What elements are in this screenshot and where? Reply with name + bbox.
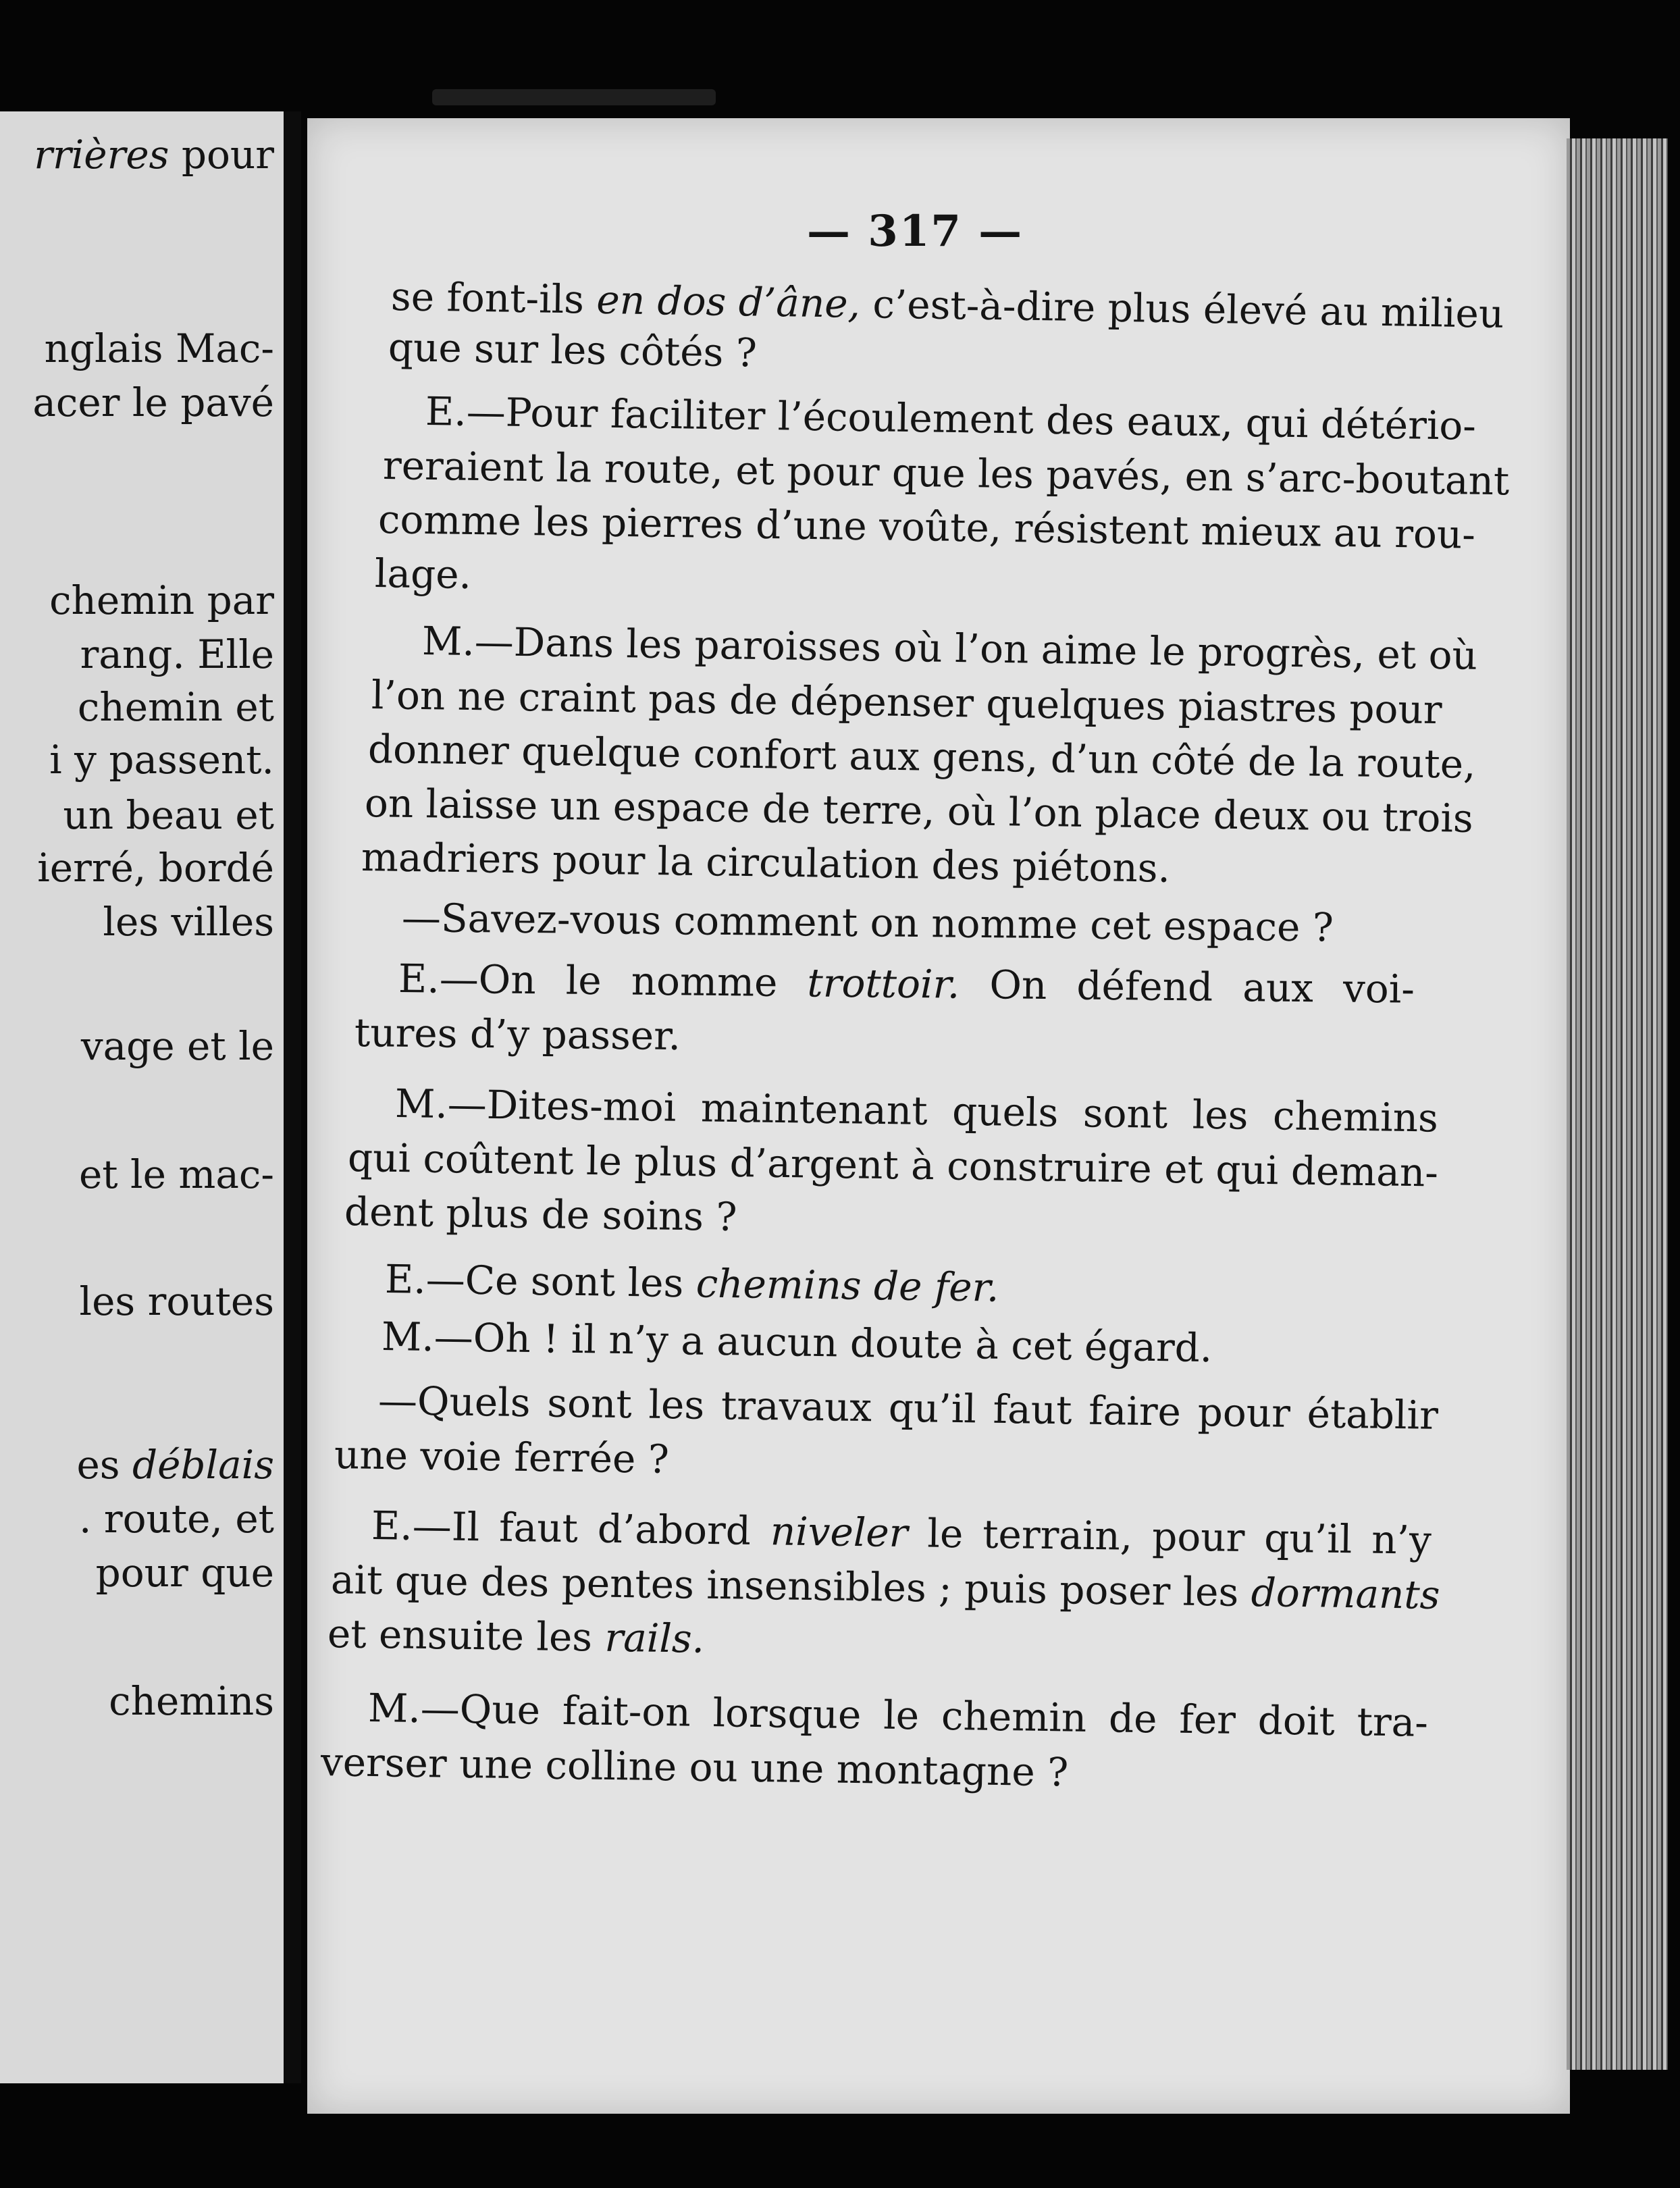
fragment-text: les routes: [79, 1278, 274, 1324]
line-text: E.—On le nomme: [398, 956, 808, 1006]
italic-text: dormants: [1251, 1569, 1440, 1618]
line-text: M.—Dites-moi maintenant quels sont les chemins: [394, 1080, 1439, 1141]
scan-artifact-strip: [432, 89, 716, 105]
line-text: qui coûtent le plus d’argent à construire et qui deman-: [347, 1135, 1439, 1196]
text-line: [371, 672, 1442, 733]
left-page-text-fragment: [95, 1550, 274, 1596]
text-line: [382, 442, 1510, 504]
line-text: l’on ne craint pas de dépenser quelques piastres pour: [371, 672, 1442, 733]
fragment-text: chemins: [109, 1678, 274, 1724]
line-text: reraient la route, et pour que les pavés, en s’arc-boutant: [382, 442, 1510, 504]
left-page-text-fragment: [32, 380, 274, 425]
text-line: [320, 1739, 1069, 1796]
fragment-text: et le mac-: [78, 1151, 274, 1197]
line-text: on laisse un espace de terre, où l’on place deux ou trois: [364, 780, 1474, 841]
fragment-text: pour: [169, 132, 274, 178]
line-text: dent plus de soins ?: [344, 1189, 737, 1241]
line-text: et ensuite les: [327, 1611, 605, 1661]
text-line: [381, 1313, 1213, 1372]
text-line: [344, 1189, 737, 1241]
fragment-text: i y passent.: [49, 737, 274, 783]
text-line: [361, 834, 1171, 891]
fragment-text: chemin et: [77, 684, 274, 730]
line-text: que sur les côtés ?: [388, 324, 758, 376]
line-text: ait que des pentes insensibles ; puis poser les: [330, 1557, 1252, 1616]
fragment-text: rang. Elle: [80, 631, 274, 677]
text-line: [390, 274, 1504, 337]
text-line: [354, 1010, 681, 1060]
text-line: [377, 496, 1476, 558]
left-page-text-fragment: [109, 1678, 274, 1724]
fragment-text: nglais Mac-: [44, 325, 274, 371]
line-text: On défend aux voi-: [959, 961, 1415, 1012]
line-text: M.—Dans les paroisses où l’on aime le progrès, et où: [421, 618, 1478, 679]
left-page-text-fragment: [49, 737, 274, 783]
fragment-italic-text: rrières: [34, 132, 169, 178]
text-line: [384, 1256, 999, 1311]
fragment-text: chemin par: [49, 577, 274, 623]
text-line: [367, 1685, 1429, 1746]
text-line: [421, 618, 1478, 679]
line-text: une voie ferrée ?: [334, 1432, 670, 1482]
fragment-text: acer le pavé: [32, 380, 274, 425]
line-text: madriers pour la circulation des piétons.: [361, 834, 1171, 891]
text-line: [330, 1557, 1440, 1618]
italic-text: rails.: [604, 1614, 705, 1662]
line-text: le terrain, pour qu’il n’y: [907, 1510, 1432, 1563]
left-page-text-fragment: [76, 1442, 274, 1488]
italic-text: chemins de fer.: [695, 1260, 999, 1311]
left-page-text-fragment: [79, 1278, 274, 1324]
fragment-text: pour que: [95, 1550, 274, 1596]
left-page-text-fragment: [103, 899, 274, 945]
line-text: E.—Pour faciliter l’écoulement des eaux, qui détério-: [425, 388, 1477, 449]
line-text: E.—Ce sont les: [384, 1256, 697, 1307]
left-page-text-fragment: [77, 684, 274, 730]
line-text: comme les pierres d’une voûte, résistent mieux au rou-: [377, 496, 1476, 558]
left-page-text-fragment: [37, 845, 274, 891]
fragment-text: vage et le: [80, 1023, 274, 1069]
fragment-text: es: [76, 1442, 132, 1488]
line-text: donner quelque confort aux gens, d’un côté de la route,: [367, 726, 1477, 787]
text-line: [377, 1378, 1439, 1438]
line-text: se font-ils: [390, 274, 597, 323]
italic-text: en dos d’âne,: [596, 276, 861, 327]
line-text: —Savez-vous comment on nomme cet espace ?: [401, 895, 1334, 951]
text-line: [364, 780, 1474, 841]
fragment-text: les villes: [103, 899, 274, 945]
line-text: —Quels sont les travaux qu’il faut faire pour établir: [377, 1378, 1439, 1438]
line-text: E.—Il faut d’abord: [371, 1503, 771, 1555]
text-line: [371, 1503, 1432, 1563]
line-text: M.—Oh ! il n’y a aucun doute à cet égard.: [381, 1313, 1213, 1372]
left-page-text-fragment: [80, 1023, 274, 1069]
left-page-text-fragment: [49, 577, 274, 623]
text-line: [327, 1611, 705, 1662]
line-text: c’est-à-dire plus élevé au milieu: [860, 280, 1504, 337]
text-line: [374, 550, 483, 598]
left-page-text-fragment: [78, 1496, 274, 1542]
left-page-text-fragment: [34, 132, 274, 178]
text-line: [347, 1135, 1439, 1196]
fragment-text: ierré, bordé: [37, 845, 274, 891]
left-page-text-fragment: [78, 1151, 274, 1197]
page-edges: [1567, 138, 1668, 2070]
line-text: M.—Que fait-on lorsque le chemin de fer doit tra-: [367, 1685, 1429, 1746]
line-text: verser une colline ou une montagne ?: [320, 1739, 1069, 1796]
page-number: — 317 —: [807, 206, 1024, 257]
left-page-text-fragment: [80, 631, 274, 677]
text-line: [334, 1432, 670, 1482]
main-page: [307, 118, 1570, 2114]
line-text: tures d’y passer.: [354, 1010, 681, 1060]
left-page-text-fragment: [63, 792, 274, 838]
text-line: [401, 895, 1334, 951]
fragment-italic-text: déblais: [132, 1442, 274, 1488]
italic-text: niveler: [770, 1508, 908, 1557]
text-line: [394, 1080, 1439, 1141]
left-facing-page: [0, 111, 301, 2083]
line-text: lage.: [374, 550, 472, 598]
left-page-text-fragment: [44, 325, 274, 371]
text-line: [398, 956, 1415, 1012]
text-line: [425, 388, 1477, 449]
fragment-text: . route, et: [78, 1496, 274, 1542]
fragment-text: un beau et: [63, 792, 274, 838]
text-line: [367, 726, 1477, 787]
text-line: [388, 324, 758, 376]
italic-text: trottoir.: [807, 960, 960, 1008]
